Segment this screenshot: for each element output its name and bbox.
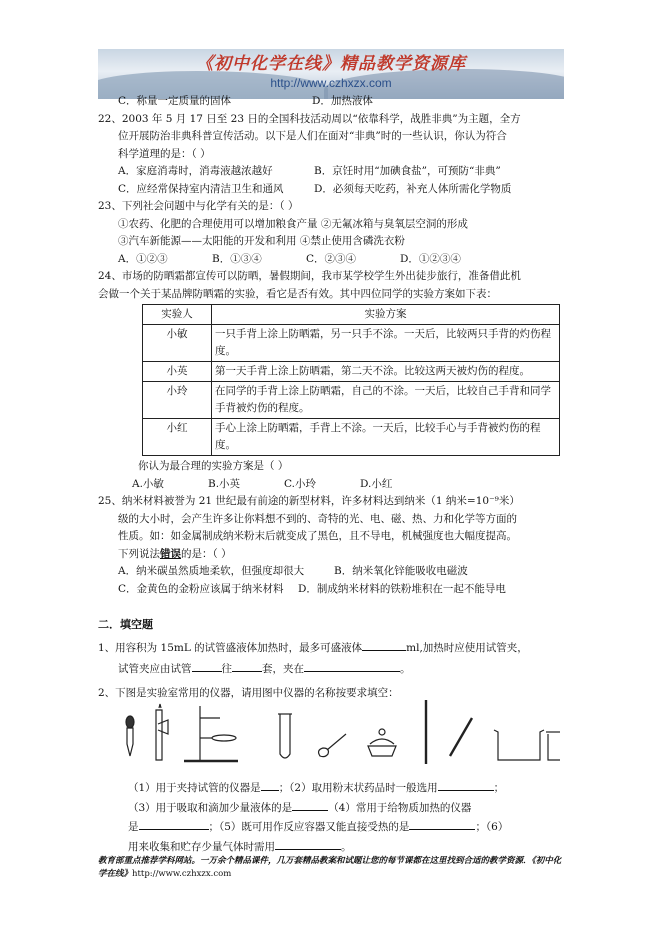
q23-option-b: B．①③④	[212, 252, 262, 265]
table-row	[143, 419, 560, 456]
q25-option-d: D．制成纳米材料的铁粉堆积在一起不能导电	[298, 582, 506, 595]
table-header: 实验人	[143, 305, 212, 325]
question-22	[98, 111, 568, 199]
f2-line-1: 2、下图是实验室常用的仪器，请用图中仪器的名称按要求填空：	[98, 686, 399, 699]
q23-line-3: ③汽车新能源——太阳能的开发和利用 ④禁止使用含磷洗衣粉	[118, 235, 405, 247]
experiment-table	[142, 304, 560, 456]
q25-line-2: 级的大小时，会产生许多让你料想不到的、奇特的光、电、磁、热、力和化学等方面的	[118, 512, 517, 525]
q24-option-c: C.小玲	[284, 477, 316, 490]
q22-line-2: 位开展防治非典科普宣传活动。以下是人们在面对“非典”时的一些认识，你认为符合	[118, 130, 507, 142]
q25-line-4	[98, 546, 568, 564]
f2-text-a3: ；	[493, 782, 505, 794]
f2-blank-5[interactable]	[409, 817, 475, 830]
f1-text-4: 往	[221, 663, 232, 675]
table-row	[143, 382, 560, 419]
q23-line-2: ①农药、化肥的合理使用可以增加粮食产量 ②无氟冰箱与臭氧层空洞的形成	[118, 217, 468, 230]
f1-text-1: 1、用容积为 15mL 的试管盛液体加热时，最多可盛液体	[98, 641, 363, 654]
banner-title: 《初中化学在线》精品教学资源库	[196, 54, 466, 74]
q23-option-a: A．①②③	[118, 252, 168, 265]
f1-blank-volume[interactable]	[362, 638, 406, 651]
q22-option-b: B．京饪时用“加碘食盐”，可预防“非典”	[314, 165, 501, 177]
iron-stand-icon	[184, 706, 238, 761]
table-cell-plan: 第一天手背上涂上防晒霜，第二天不涂。比较这两天被灼伤的程度。	[212, 362, 560, 382]
question-23	[98, 198, 568, 268]
test-tube-icon	[278, 714, 292, 758]
f2-text-c3: ；（6）	[475, 821, 509, 833]
f1-text-3: 试管夹应由试管	[118, 663, 192, 675]
q25-line-1: 25、纳米材料被誉为 21 世纪最有前途的新型材料，许多材料达到纳米（1 纳米=10⁻⁹米）	[98, 495, 520, 507]
q21-option-d: D．加热液体	[312, 95, 373, 107]
f2-text-c1: 是	[128, 821, 139, 833]
q21-options	[98, 93, 568, 111]
q21-option-c: C．称量一定质量的固体	[118, 95, 232, 107]
apparatus-figure	[120, 700, 560, 770]
q22-line-3: 科学道理的是：（ ）	[118, 147, 211, 160]
q25-option-b: B．纳米氧化锌能吸收电磁波	[334, 565, 468, 577]
document-body	[98, 93, 568, 702]
q22-option-c: C．应经常保持室内清洁卫生和通风	[118, 182, 284, 195]
gas-collecting-bottle-icon	[546, 732, 560, 760]
beaker-icon	[494, 730, 544, 760]
question-24	[98, 268, 568, 493]
f2-blank-1[interactable]	[261, 778, 279, 791]
f2-blank-4[interactable]	[139, 817, 209, 830]
q24-line-1: 24、市场的防晒霜都宣传可以防晒，暑假期间，我市某学校学生外出徒步旅行，准备借此机	[98, 270, 521, 282]
f2-text-d1: 用来收集和贮存少量气体时需用	[128, 840, 275, 853]
f1-text-5: 套，夹在	[262, 663, 304, 675]
q24-option-b: B.小英	[208, 477, 241, 490]
q25-option-a: A．纳米碳虽然质地柔软，但强度却很大	[118, 565, 305, 577]
table-cell-plan: 手心上涂上防晒霜，手背上不涂。一天后，比较手心与手背被灼伤的程度。	[212, 419, 560, 456]
f1-text-6: 。	[400, 663, 411, 675]
q25-emphasis: 错误	[160, 547, 181, 560]
q23-option-c: C．②③④	[306, 252, 357, 265]
q25-option-c: C．金黄色的金粉应该属于纳米材料	[118, 582, 284, 595]
pipette-icon	[450, 718, 472, 756]
f2-blank-3[interactable]	[292, 798, 328, 811]
medicine-spoon-icon	[319, 734, 346, 757]
fill-question-2	[120, 778, 565, 856]
fill-question-1	[98, 638, 568, 679]
q24-option-d: D.小红	[360, 477, 393, 490]
table-cell-person: 小敏	[143, 325, 212, 362]
table-header: 实验方案	[212, 305, 560, 325]
q23-line-1: 23、下列社会问题中与化学有关的是：（ ）	[98, 200, 299, 212]
q22-line-1: 22、2003 年 5 月 17 日至 23 日的全国科技活动周以“依靠科学，战胜非典”为主题，全方	[98, 112, 521, 125]
table-header-row	[143, 305, 560, 325]
q22-option-d: D．必须每天吃药，补充人体所需化学物质	[314, 182, 512, 195]
q25-line-4-post: 的是：（ ）	[181, 547, 232, 560]
f2-text-c2: ；（5）既可用作反应容器又能直接受热的是	[208, 821, 410, 833]
table-cell-plan: 在同学的手背上涂上防晒霜，自己的不涂。一天后，比较自己手背和同学手背被灼伤的程度。	[212, 382, 560, 419]
header-banner	[98, 49, 564, 99]
f2-text-b1: （3）用于吸取和滴加少量液体的是	[128, 801, 293, 814]
f2-text-d2: 。	[341, 840, 352, 853]
table-cell-plan: 一只手背上涂上防晒霜，另一只手不涂。一天后，比较两只手背的灼伤程度。	[212, 325, 560, 362]
f2-text-b2: （4）常用于给物质加热的仪器	[328, 801, 472, 814]
q24-ask: 你认为最合理的实验方案是（ ）	[138, 460, 289, 472]
f1-blank-from[interactable]	[192, 659, 222, 672]
q24-line-2: 会做一个关于某品牌防晒霜的实验，看它是否有效。其中四位同学的实验方案如下表：	[98, 287, 497, 300]
f1-blank-to[interactable]	[232, 659, 262, 672]
q23-option-d: D．①②③④	[400, 252, 461, 265]
q25-line-3: 性质。如：如金属制成纳米粉末后就变成了黑色，且不导电，机械强度也大幅度提高。	[118, 530, 517, 542]
f2-text-a1: （1）用于夹持试管的仪器是	[128, 782, 261, 794]
question-25	[98, 493, 568, 598]
f2-blank-2[interactable]	[438, 778, 494, 791]
table-cell-person: 小玲	[143, 382, 212, 419]
f2-text-a2: ；（2）取用粉末状药品时一般选用	[278, 782, 438, 794]
table-row	[143, 362, 560, 382]
f1-blank-clamp-position[interactable]	[304, 659, 400, 672]
footer	[98, 855, 568, 881]
evaporating-dish-icon	[368, 729, 396, 756]
f1-text-2: ml,加热时应使用试管夹，	[406, 641, 528, 654]
q22-option-a: A．家庭消毒时，消毒液越浓越好	[118, 165, 273, 177]
footer-url[interactable]: http://www.czhxzx.com	[132, 869, 232, 879]
table-cell-person: 小英	[143, 362, 212, 382]
dropper-icon	[126, 716, 134, 756]
table-cell-person: 小红	[143, 419, 212, 456]
q25-line-4-pre: 下列说法	[118, 547, 160, 560]
banner-url[interactable]: http://www.czhxzx.com	[270, 76, 392, 90]
f2-blank-6[interactable]	[275, 837, 341, 850]
section-2-title: 二．填空题	[98, 618, 153, 631]
table-row	[143, 325, 560, 362]
q24-option-a: A.小敏	[132, 477, 164, 490]
test-tube-holder-icon	[156, 704, 168, 760]
footer-text: 教育部重点推荐学科网站。一万余个精品课件，几万套精品教案和试题让您的每节课都在这里找到合适的教学资源．《初中化学在线》	[98, 856, 562, 879]
